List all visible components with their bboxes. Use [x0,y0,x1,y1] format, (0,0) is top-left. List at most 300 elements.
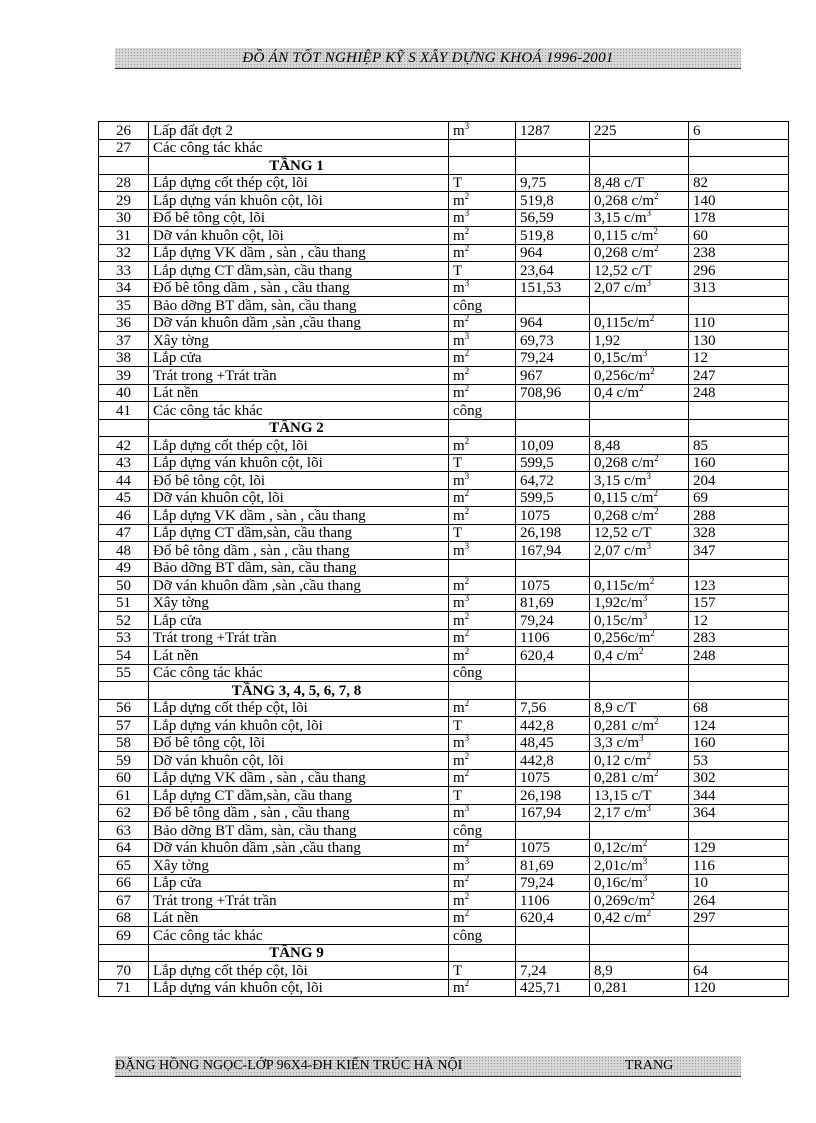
norm-cell [590,717,689,735]
quantity: 620,4 [516,909,590,927]
norm: 0,268 c/m [594,507,654,524]
labor-days: 68 [689,699,789,717]
norm: 12,52 c/T [594,525,652,541]
table-row [99,874,789,892]
quantity: 48,45 [516,734,590,752]
row-number: 64 [99,839,149,857]
unit-cell [449,297,516,315]
work-name: Lát nền [149,647,449,665]
unit: T [453,455,463,471]
norm: 0,256c/m [594,367,651,384]
unit: m [453,647,465,664]
unit: m [453,892,465,909]
quantity: 26,198 [516,524,590,542]
unit-exponent: 2 [464,506,470,516]
quantity: 1106 [516,629,590,647]
norm-cell [590,489,689,507]
unit-cell [449,717,516,735]
quantity: 79,24 [516,349,590,367]
quantity: 964 [516,314,590,332]
unit-cell [449,944,516,962]
row-number: 38 [99,349,149,367]
table-row [99,559,789,577]
norm: 0,115 c/m [594,490,654,506]
unit-exponent: 3 [464,804,470,813]
unit-exponent: 3 [464,594,470,603]
row-number [99,157,149,175]
table-row [99,909,789,927]
norm-cell [590,769,689,787]
quantity: 519,8 [516,227,590,245]
unit-cell [449,962,516,980]
norm-exponent: 2 [639,384,644,393]
page-header [115,48,741,69]
work-name: Lắp dựng ván khuôn cột, lõi [149,192,449,210]
row-number: 54 [99,647,149,665]
labor-days: 288 [689,507,789,525]
unit: m [453,875,465,891]
quantity: 64,72 [516,472,590,490]
norm-exponent: 3 [646,279,651,288]
norm: 2,17 c/m [594,805,647,821]
unit-exponent: 3 [464,734,470,743]
norm-exponent: 2 [654,716,659,726]
quantity: 167,94 [516,542,590,560]
norm: 1,92 [594,332,621,349]
quantity: 1075 [516,769,590,787]
row-number: 50 [99,577,149,595]
norm: 0,115c/m [594,315,650,331]
unit: m [453,577,465,594]
norm-exponent: 2 [654,191,659,201]
unit: m [453,210,465,226]
work-name: Các công tác khác [149,664,449,682]
norm-cell [590,944,689,962]
labor-days [689,664,789,682]
work-name: Các công tác khác [149,927,449,945]
norm-cell [590,349,689,367]
unit-cell [449,367,516,385]
norm: 13,15 c/T [594,787,652,804]
table-row [99,297,789,315]
labor-days: 283 [689,629,789,647]
row-number [99,682,149,700]
page-footer [115,1056,741,1077]
unit-cell [449,472,516,490]
unit-cell [449,892,516,910]
unit: công [453,402,483,419]
unit: m [453,612,465,629]
quantity: 1075 [516,507,590,525]
work-name: Bảo dỡng BT dầm, sàn, cầu thang [149,822,449,840]
labor-days: 60 [689,227,789,245]
quantity: 1106 [516,892,590,910]
work-name: Lắp dựng VK dầm , sàn , cầu thang [149,244,449,262]
work-name: Xây tờng [149,857,449,875]
row-number: 34 [99,279,149,297]
labor-days [689,139,789,157]
labor-days: 204 [689,472,789,490]
norm-cell [590,402,689,420]
table-row [99,962,789,980]
unit-exponent: 2 [464,244,470,253]
unit-exponent: 2 [464,384,470,393]
work-name: Lát nền [149,909,449,927]
unit: m [453,350,465,366]
table-row [99,437,789,455]
work-name: Các công tác khác [149,402,449,420]
norm-cell [590,507,689,525]
unit-exponent: 2 [464,751,470,761]
quantity: 599,5 [516,489,590,507]
norm-cell [590,384,689,402]
quantity: 56,59 [516,209,590,227]
labor-days: 364 [689,804,789,822]
norm: 0,281 [594,980,628,996]
quantity: 1075 [516,577,590,595]
norm-cell [590,822,689,840]
row-number: 47 [99,524,149,542]
norm-cell [590,297,689,315]
norm: 8,9 c/T [594,700,637,716]
norm-cell [590,157,689,175]
labor-days: 110 [689,314,789,332]
unit: công [453,665,483,681]
work-name: Bảo dỡng BT dầm, sàn, cầu thang [149,559,449,577]
norm: 0,281 c/m [594,770,654,786]
table-row [99,507,789,525]
norm-cell [590,367,689,385]
unit-cell [449,559,516,577]
norm: 2,07 c/m [594,542,647,559]
floor-heading-row [99,157,789,175]
norm: 3,3 c/m [594,735,639,751]
row-number: 68 [99,909,149,927]
unit: m [453,910,465,926]
unit-exponent: 3 [464,209,470,218]
labor-days: 296 [689,262,789,280]
unit: m [453,490,465,506]
floor-heading: TẦNG 2 [149,419,449,437]
norm-exponent: 3 [642,594,648,603]
row-number: 36 [99,314,149,332]
table-row [99,279,789,297]
norm: 0,4 c/m [594,647,639,664]
quantity [516,927,590,945]
unit: công [453,297,483,314]
norm-cell [590,174,689,192]
table-row [99,594,789,612]
norm-exponent: 2 [649,576,655,586]
unit-cell [449,122,516,140]
row-number: 28 [99,174,149,192]
norm: 3,15 c/m [594,210,647,226]
unit: công [453,927,483,944]
norm-cell [590,804,689,822]
table-row [99,822,789,840]
unit: m [453,542,465,559]
work-name: Đổ bê tông cột, lõi [149,209,449,227]
unit-cell [449,139,516,157]
unit: m [453,280,465,296]
work-name: Dỡ ván khuôn cột, lõi [149,752,449,770]
norm-cell [590,542,689,560]
qty-cell [516,419,590,437]
quantity: 81,69 [516,857,590,875]
norm-cell [590,209,689,227]
work-name: Lắp cửa [149,349,449,367]
norm: 3,15 c/m [594,472,647,489]
unit-cell [449,227,516,245]
work-name: Lắp dựng cốt thép cột, lõi [149,699,449,717]
unit: m [453,437,465,454]
row-number: 32 [99,244,149,262]
unit-exponent: 2 [464,226,470,236]
unit-cell [449,332,516,350]
work-name: Lắp dựng ván khuôn cột, lõi [149,979,449,997]
unit-exponent: 2 [464,489,470,498]
unit-cell [449,612,516,630]
labor-days: 160 [689,454,789,472]
row-number: 35 [99,297,149,315]
unit-cell [449,752,516,770]
work-name: Lắp dựng CT dầm,sàn, cầu thang [149,787,449,805]
unit-cell [449,542,516,560]
norm-cell [590,227,689,245]
work-name: Lắp dựng CT dầm,sàn, cầu thang [149,262,449,280]
unit-cell [449,629,516,647]
work-name: Lắp dựng cốt thép cột, lõi [149,962,449,980]
labor-days: 129 [689,839,789,857]
norm: 0,15c/m [594,350,643,366]
row-number: 39 [99,367,149,385]
norm-cell [590,332,689,350]
quantity [516,559,590,577]
work-name: Lắp cửa [149,874,449,892]
work-name: Lấp đất đợt 2 [149,122,449,140]
norm-cell [590,839,689,857]
labor-days: 10 [689,874,789,892]
work-name: Lắp dựng ván khuôn cột, lõi [149,717,449,735]
table-row [99,332,789,350]
row-number: 37 [99,332,149,350]
quantity: 69,73 [516,332,590,350]
work-name: Lắp dựng cốt thép cột, lõi [149,174,449,192]
norm-cell [590,892,689,910]
norm: 0,256c/m [594,630,651,646]
quantity: 23,64 [516,262,590,280]
quantity: 1075 [516,839,590,857]
floor-heading-row [99,419,789,437]
unit-exponent: 3 [464,279,470,288]
norm: 2,01c/m [594,857,643,874]
qty-cell [516,157,590,175]
row-number: 45 [99,489,149,507]
unit-cell [449,577,516,595]
work-name: Lát nền [149,384,449,402]
work-name: Lắp dựng CT dầm,sàn, cầu thang [149,524,449,542]
unit: m [453,192,465,209]
row-number: 33 [99,262,149,280]
unit-cell [449,874,516,892]
work-name: Đổ bê tông cột, lõi [149,734,449,752]
norm-cell [590,909,689,927]
unit: m [453,332,465,349]
table-row [99,787,789,805]
norm-exponent: 3 [639,734,644,743]
norm-exponent: 3 [646,541,651,551]
norm-cell [590,454,689,472]
norm-cell [590,559,689,577]
norm-exponent: 3 [642,856,648,866]
table-row [99,192,789,210]
table-row [99,857,789,875]
unit-exponent: 3 [464,331,470,341]
row-number: 63 [99,822,149,840]
norm: 0,268 c/m [594,455,654,471]
labor-days: 238 [689,244,789,262]
floor-heading: TẦNG 1 [149,157,449,175]
norm-cell [590,139,689,157]
unit-exponent: 3 [464,121,470,131]
unit-exponent: 2 [464,191,470,201]
work-name: Dỡ ván khuôn cột, lõi [149,489,449,507]
norm: 0,4 c/m [594,385,639,401]
unit: m [453,385,465,401]
row-number: 66 [99,874,149,892]
row-number: 29 [99,192,149,210]
unit: m [453,805,465,821]
table-row [99,472,789,490]
days-cell [689,157,789,175]
unit: m [453,315,465,331]
table-row [99,647,789,665]
quantity: 708,96 [516,384,590,402]
row-number: 41 [99,402,149,420]
table-row [99,892,789,910]
table-row [99,384,789,402]
unit-exponent: 2 [464,366,470,376]
work-name: Xây tờng [149,594,449,612]
norm-cell [590,594,689,612]
labor-days [689,822,789,840]
table-row [99,402,789,420]
labor-days: 6 [689,122,789,140]
norm-exponent: 3 [642,349,648,358]
table-row [99,524,789,542]
row-number: 56 [99,699,149,717]
quantity [516,402,590,420]
quantity: 1287 [516,122,590,140]
row-number: 70 [99,962,149,980]
table-row [99,839,789,857]
labor-days: 82 [689,174,789,192]
table-row [99,244,789,262]
quantity: 519,8 [516,192,590,210]
unit: m [453,752,465,769]
table-row [99,262,789,280]
table-row [99,349,789,367]
row-number [99,944,149,962]
table-row [99,804,789,822]
unit: m [453,770,465,786]
norm: 0,12 c/m [594,752,647,769]
labor-days: 157 [689,594,789,612]
labor-days [689,297,789,315]
table-row [99,612,789,630]
unit-cell [449,787,516,805]
unit-cell [449,822,516,840]
labor-days: 140 [689,192,789,210]
table-row [99,209,789,227]
unit-exponent: 2 [464,646,470,656]
days-cell [689,682,789,700]
labor-days: 247 [689,367,789,385]
labor-days: 69 [689,489,789,507]
norm: 0,115 c/m [594,227,654,244]
row-number: 59 [99,752,149,770]
norm: 8,48 [594,437,621,454]
norm-cell [590,472,689,490]
unit: m [453,840,465,856]
work-name: Lắp dựng ván khuôn cột, lõi [149,454,449,472]
unit-cell [449,927,516,945]
unit-exponent: 2 [464,979,470,988]
norm-cell [590,752,689,770]
table-row [99,769,789,787]
unit-exponent: 2 [464,891,470,901]
row-number: 61 [99,787,149,805]
labor-days [689,402,789,420]
unit-cell [449,804,516,822]
labor-days: 248 [689,384,789,402]
labor-days: 130 [689,332,789,350]
norm: 0,16c/m [594,875,643,891]
work-name: Dỡ ván khuôn dầm ,sàn ,cầu thang [149,314,449,332]
work-name: Dỡ ván khuôn dầm ,sàn ,cầu thang [149,839,449,857]
unit: m [453,735,465,751]
unit-cell [449,664,516,682]
unit: m [453,472,465,489]
unit-exponent: 2 [464,839,470,848]
table-row [99,979,789,997]
work-name: Dỡ ván khuôn dầm ,sàn ,cầu thang [149,577,449,595]
unit-cell [449,437,516,455]
norm-exponent: 3 [646,209,651,218]
norm-exponent: 2 [650,366,655,376]
author-line: ĐẶNG HỒNG NGỌC-LỚP 96X4-ĐH KIẾN TRÚC HÀ NỘI [115,1058,463,1073]
work-name: Các công tác khác [149,139,449,157]
unit: công [453,822,483,839]
row-number: 67 [99,892,149,910]
norm-cell [590,262,689,280]
unit-cell [449,384,516,402]
quantity: 7,24 [516,962,590,980]
quantity: 9,75 [516,174,590,192]
unit-exponent: 2 [464,874,470,883]
labor-days: 302 [689,769,789,787]
norm-exponent: 3 [642,611,648,621]
norm-cell [590,244,689,262]
labor-days: 313 [689,279,789,297]
unit-cell [449,734,516,752]
row-number: 55 [99,664,149,682]
unit-exponent: 2 [464,629,470,638]
labor-days: 123 [689,577,789,595]
labor-days: 178 [689,209,789,227]
labor-days: 85 [689,437,789,455]
unit: m [453,227,465,244]
